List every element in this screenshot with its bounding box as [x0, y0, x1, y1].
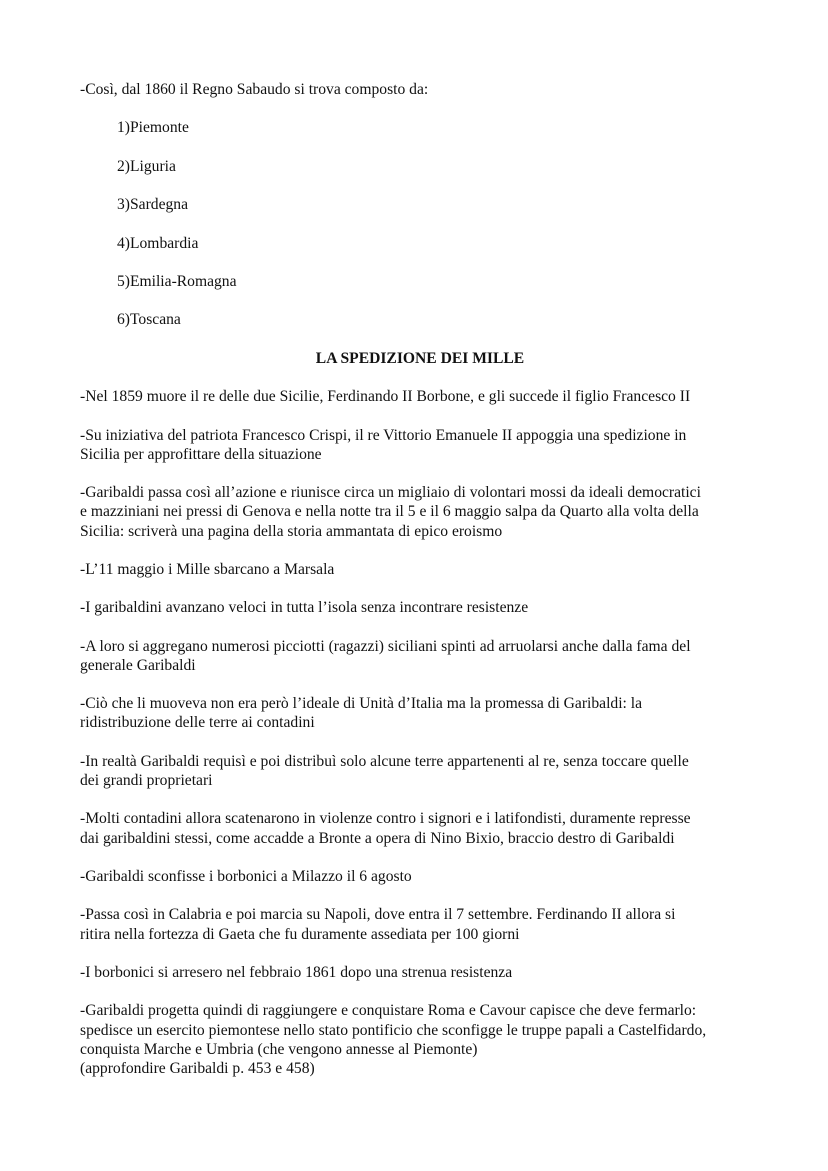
list-item: 5)Emilia-Romagna [117, 272, 237, 290]
paragraph [80, 1001, 760, 1078]
section-heading: LA SPEDIZIONE DEI MILLE [315, 349, 525, 367]
paragraph [80, 752, 760, 790]
paragraph-line: -L’11 maggio i Mille sbarcano a Marsala [80, 560, 335, 578]
regions-list [80, 118, 760, 329]
paragraph-line: -Garibaldi sconfisse i borbonici a Milazzo il 6 agosto [80, 868, 412, 886]
paragraph-line: Sicilia per approfittare della situazione [80, 445, 322, 463]
paragraph-line: generale Garibaldi [80, 656, 196, 674]
paragraph-line: -Molti contadini allora scatenarono in violenze contro i signori e i latifondisti, duramente represse [80, 810, 691, 828]
paragraph-line: -Ciò che li muoveva non era però l’ideale di Unità d’Italia ma la promessa di Garibaldi: la [80, 695, 643, 713]
paragraph-line: e mazziniani nei pressi di Genova e nella notte tra il 5 e il 6 maggio salpa da Quarto alla volta della [80, 503, 699, 521]
paragraph-line: (approfondire Garibaldi p. 453 e 458) [80, 1060, 315, 1078]
paragraph [80, 426, 760, 464]
list-item: 6)Toscana [117, 311, 181, 329]
paragraph-line: -Nel 1859 muore il re delle due Sicilie, Ferdinando II Borbone, e gli succede il figlio Francesco II [80, 388, 691, 406]
list-item: 1)Piemonte [117, 119, 189, 137]
list-item: 3)Sardegna [117, 196, 189, 214]
intro-paragraph: -Così, dal 1860 il Regno Sabaudo si trova composto da: [80, 81, 429, 98]
paragraph [80, 905, 760, 943]
paragraph-line: -I garibaldini avanzano veloci in tutta l’isola senza incontrare resistenze [80, 599, 529, 617]
paragraph-line: -I borbonici si arresero nel febbraio 1861 dopo una strenua resistenza [80, 964, 513, 982]
document-page [80, 80, 760, 1097]
paragraph-line: -A loro si aggregano numerosi picciotti (ragazzi) siciliani spinti ad arruolarsi anche dalla fama del [80, 637, 691, 655]
paragraph [80, 867, 760, 886]
paragraph-line: dai garibaldini stessi, come accadde a Bronte a opera di Nino Bixio, braccio destro di Garibaldi [80, 829, 675, 847]
paragraph-line: conquista Marche e Umbria (che vengono annesse al Piemonte) [80, 1040, 478, 1058]
paragraph-line: -Garibaldi progetta quindi di raggiungere e conquistare Roma e Cavour capisce che deve fermarlo: [80, 1002, 697, 1020]
paragraph [80, 560, 760, 579]
section-body [80, 387, 760, 1078]
paragraph [80, 483, 760, 541]
paragraph [80, 963, 760, 982]
list-item: 4)Lombardia [117, 234, 199, 252]
paragraph [80, 598, 760, 617]
paragraph [80, 694, 760, 732]
paragraph-line: -Su iniziativa del patriota Francesco Crispi, il re Vittorio Emanuele II appoggia una spedizione in [80, 426, 687, 444]
paragraph [80, 637, 760, 675]
paragraph-line: ritira nella fortezza di Gaeta che fu duramente assediata per 100 giorni [80, 925, 520, 943]
paragraph-line: dei grandi proprietari [80, 772, 213, 790]
paragraph-line: ridistribuzione delle terre ai contadini [80, 714, 315, 732]
paragraph-line: spedisce un esercito piemontese nello stato pontificio che sconfigge le truppe papali a Castelfidardo, [80, 1021, 707, 1039]
paragraph [80, 809, 760, 847]
paragraph-line: Sicilia: scriverà una pagina della storia ammantata di epico eroismo [80, 522, 503, 540]
list-item: 2)Liguria [117, 157, 176, 175]
paragraph-line: -Garibaldi passa così all’azione e riunisce circa un migliaio di volontari mossi da ideali democratici [80, 484, 701, 502]
paragraph [80, 387, 760, 406]
paragraph-line: -In realtà Garibaldi requisì e poi distribuì solo alcune terre appartenenti al re, senza toccare quelle [80, 752, 689, 770]
paragraph-line: -Passa così in Calabria e poi marcia su Napoli, dove entra il 7 settembre. Ferdinando II allora si [80, 906, 676, 924]
